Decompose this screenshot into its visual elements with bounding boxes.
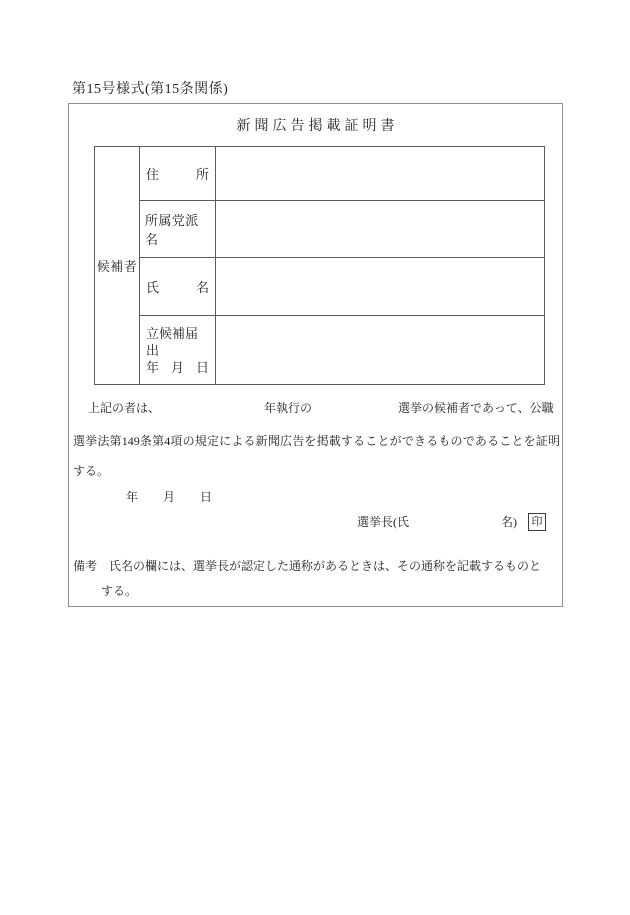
certification-text-line1: 上記の者は、 年執行の 選挙の候補者であって、公職 — [88, 401, 554, 415]
date-month-label: 月 — [163, 490, 176, 504]
certification-text-line2: 選挙法第149条第4項の規定による新聞広告を掲載することができるものであることを証明 — [73, 434, 560, 448]
party-affiliation-value-cell — [216, 201, 544, 258]
label-party-affiliation: 所属党派名 — [140, 201, 216, 258]
address-value-cell — [216, 147, 544, 201]
full-name-value-cell — [216, 258, 544, 316]
certification-text-line3: する。 — [73, 464, 110, 478]
remarks-line2: する。 — [101, 584, 138, 598]
label-full-name: 氏 名 — [140, 258, 216, 316]
form-number-label: 第15号様式(第15条関係) — [72, 82, 229, 97]
name-close-paren-label: 名) — [501, 515, 517, 529]
signature-line — [69, 513, 562, 533]
table-row-header-candidate: 候補者 — [95, 147, 140, 384]
certificate-frame — [68, 103, 563, 607]
date-year-label: 年 — [126, 490, 139, 504]
label-candidacy-filing-date: 立候補届出 年 月 日 — [140, 316, 216, 384]
certificate-title: 新聞広告掲載証明書 — [236, 119, 399, 134]
label-address: 住 所 — [140, 147, 216, 201]
election-chief-label: 選挙長(氏 — [357, 515, 409, 529]
seal-mark-icon: 印 — [528, 513, 546, 531]
candidate-info-table — [94, 146, 545, 385]
date-day-label: 日 — [200, 490, 213, 504]
remarks-line1: 備考 氏名の欄には、選挙長が認定した通称があるときは、その通称を記載するものと — [73, 559, 542, 573]
candidacy-filing-date-value-cell — [216, 316, 544, 384]
date-line — [126, 488, 212, 505]
